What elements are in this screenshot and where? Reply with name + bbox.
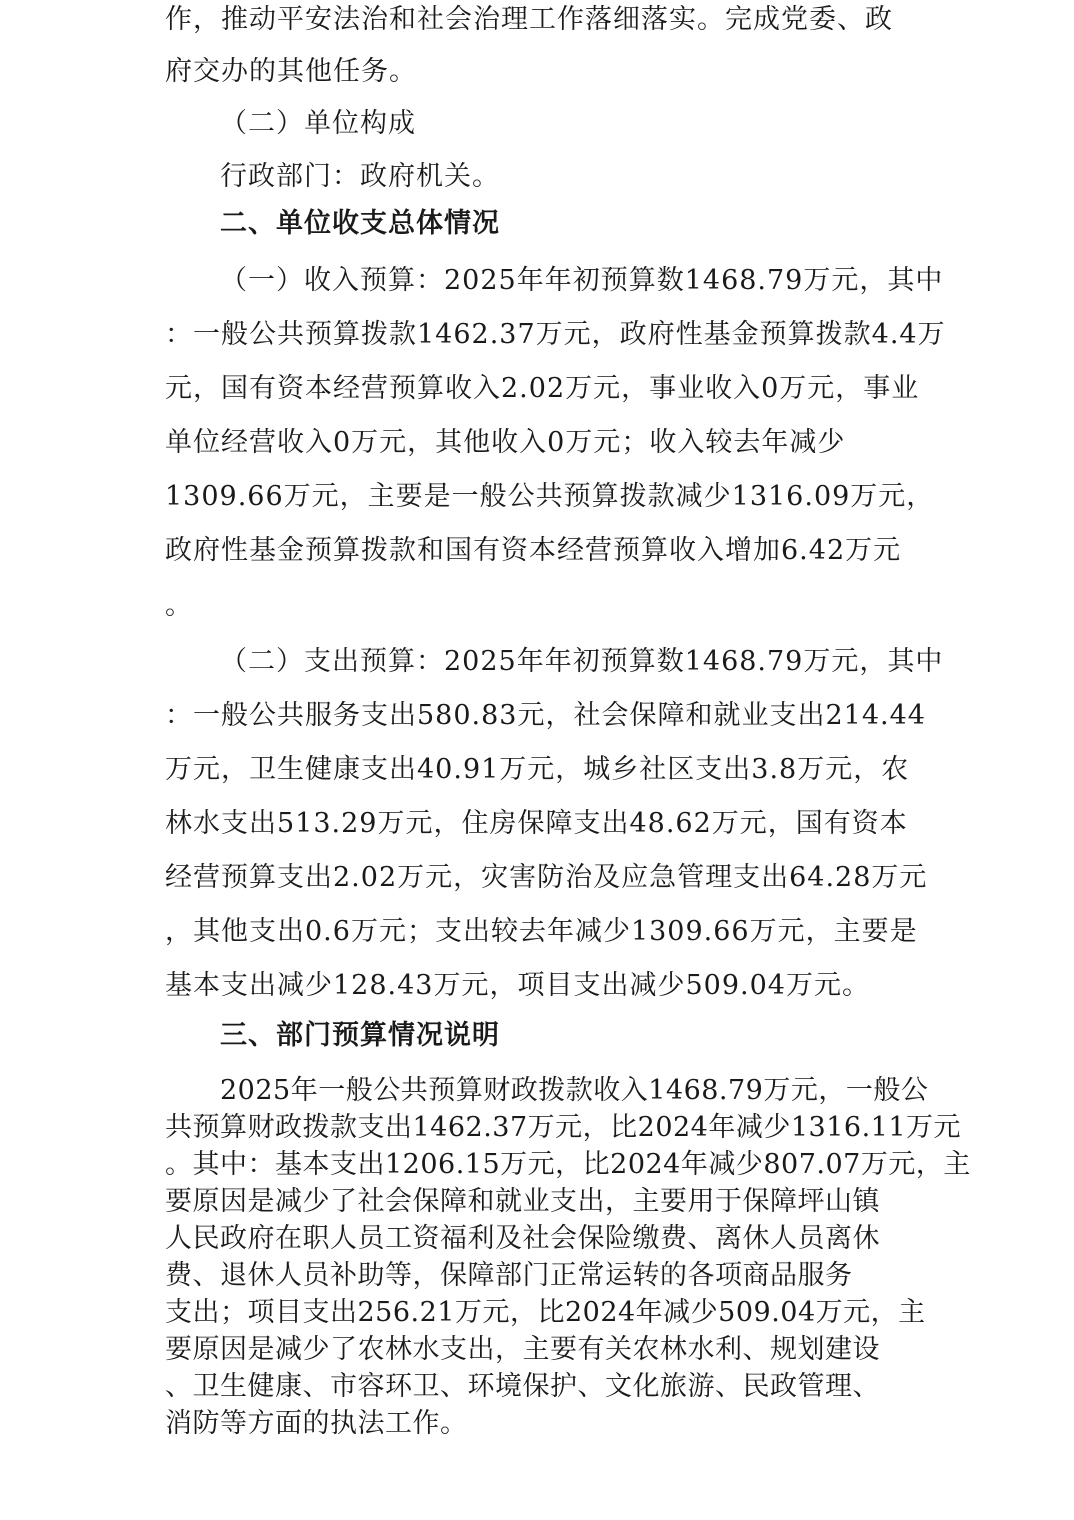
paragraph-line: ：一般公共服务支出580.83元，社会保障和就业支出214.44 — [165, 700, 926, 731]
paragraph-line: 府交办的其他任务。 — [165, 56, 417, 87]
paragraph-line: 1309.66万元，主要是一般公共预算拨款减少1316.09万元， — [165, 481, 935, 512]
section-heading: 三、部门预算情况说明 — [220, 1020, 500, 1051]
paragraph-line: 单位经营收入0万元，其他收入0万元；收入较去年减少 — [165, 427, 846, 458]
paragraph-line: 作，推动平安法治和社会治理工作落细落实。完成党委、政 — [165, 4, 893, 35]
paragraph-line: 林水支出513.29万元，住房保障支出48.62万元，国有资本 — [165, 808, 908, 839]
paragraph-line: 2025年一般公共预算财政拨款收入1468.79万元，一般公 — [220, 1075, 929, 1106]
paragraph-line: 消防等方面的执法工作。 — [165, 1408, 468, 1439]
paragraph-line: 元，国有资本经营预算收入2.02万元，事业收入0万元，事业 — [165, 373, 920, 404]
section-heading: 二、单位收支总体情况 — [220, 208, 500, 239]
paragraph-line: ，其他支出0.6万元；支出较去年减少1309.66万元，主要是 — [165, 916, 918, 947]
paragraph-line: 。其中：基本支出1206.15万元，比2024年减少807.07万元，主 — [165, 1149, 971, 1180]
paragraph-line: 支出；项目支出256.21万元，比2024年减少509.04万元，主 — [165, 1297, 926, 1328]
paragraph-line: 万元，卫生健康支出40.91万元，城乡社区支出3.8万元，农 — [165, 754, 910, 785]
paragraph-line: 。 — [165, 590, 193, 621]
paragraph-line: 基本支出减少128.43万元，项目支出减少509.04万元。 — [165, 970, 870, 1001]
paragraph-line: 政府性基金预算拨款和国有资本经营预算收入增加6.42万元 — [165, 535, 902, 566]
paragraph-line: 费、退休人员补助等，保障部门正常运转的各项商品服务 — [165, 1260, 853, 1291]
subsection-heading: （二）单位构成 — [220, 108, 416, 139]
paragraph-line: 人民政府在职人员工资福利及社会保险缴费、离休人员离休 — [165, 1223, 880, 1254]
paragraph-line: 、卫生健康、市容环卫、环境保护、文化旅游、民政管理、 — [165, 1371, 880, 1402]
paragraph-line: （一）收入预算：2025年年初预算数1468.79万元，其中 — [220, 265, 944, 296]
paragraph-line: 共预算财政拨款支出1462.37万元，比2024年减少1316.11万元 — [165, 1112, 962, 1143]
paragraph-line: ：一般公共预算拨款1462.37万元，政府性基金预算拨款4.4万 — [165, 319, 946, 350]
paragraph-line: （二）支出预算：2025年年初预算数1468.79万元，其中 — [220, 646, 944, 677]
paragraph-line: 经营预算支出2.02万元，灾害防治及应急管理支出64.28万元 — [165, 862, 928, 893]
paragraph-line: 要原因是减少了农林水支出，主要有关农林水利、规划建设 — [165, 1334, 880, 1365]
paragraph-line: 行政部门：政府机关。 — [220, 161, 500, 192]
paragraph-line: 要原因是减少了社会保障和就业支出，主要用于保障坪山镇 — [165, 1186, 880, 1217]
